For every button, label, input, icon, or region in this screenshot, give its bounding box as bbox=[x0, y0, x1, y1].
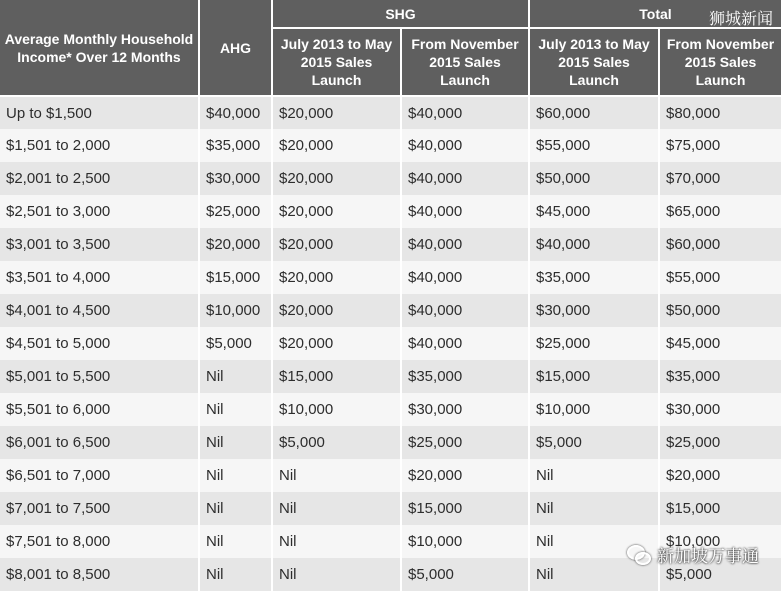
watermark-bottom bbox=[627, 542, 759, 567]
shg-july-cell: Nil bbox=[272, 525, 401, 558]
total-july-cell: Nil bbox=[529, 525, 659, 558]
total-november-cell: $20,000 bbox=[659, 459, 781, 492]
table-row bbox=[0, 129, 781, 162]
table-header bbox=[0, 0, 781, 96]
total-november-cell: $30,000 bbox=[659, 393, 781, 426]
shg-november-cell: $15,000 bbox=[401, 492, 529, 525]
total-november-cell: $45,000 bbox=[659, 327, 781, 360]
total-november-cell: $25,000 bbox=[659, 426, 781, 459]
ahg-cell: Nil bbox=[199, 393, 272, 426]
shg-july-cell: $20,000 bbox=[272, 129, 401, 162]
total-july-cell: $55,000 bbox=[529, 129, 659, 162]
income-cell: Up to $1,500 bbox=[0, 96, 199, 129]
total-november-cell: $80,000 bbox=[659, 96, 781, 129]
income-cell: $6,501 to 7,000 bbox=[0, 459, 199, 492]
ahg-cell: Nil bbox=[199, 360, 272, 393]
table-row bbox=[0, 327, 781, 360]
ahg-cell: Nil bbox=[199, 459, 272, 492]
shg-november-cell: $40,000 bbox=[401, 162, 529, 195]
total-november-cell: $65,000 bbox=[659, 195, 781, 228]
total-november-cell: $75,000 bbox=[659, 129, 781, 162]
table-row bbox=[0, 393, 781, 426]
total-july-cell: $25,000 bbox=[529, 327, 659, 360]
total-november-cell: $15,000 bbox=[659, 492, 781, 525]
table-row bbox=[0, 360, 781, 393]
total-november-cell: $55,000 bbox=[659, 261, 781, 294]
total-november-cell: $50,000 bbox=[659, 294, 781, 327]
shg-july-cell: $10,000 bbox=[272, 393, 401, 426]
income-cell: $3,001 to 3,500 bbox=[0, 228, 199, 261]
ahg-cell: $30,000 bbox=[199, 162, 272, 195]
shg-november-cell: $40,000 bbox=[401, 294, 529, 327]
ahg-cell: $10,000 bbox=[199, 294, 272, 327]
ahg-cell: $25,000 bbox=[199, 195, 272, 228]
table-row bbox=[0, 162, 781, 195]
shg-july-cell: $20,000 bbox=[272, 162, 401, 195]
table-row bbox=[0, 294, 781, 327]
total-november-cell: $5,000 bbox=[659, 558, 781, 591]
ahg-cell: $35,000 bbox=[199, 129, 272, 162]
income-cell: $5,001 to 5,500 bbox=[0, 360, 199, 393]
income-cell: $7,001 to 7,500 bbox=[0, 492, 199, 525]
total-july-cell: $60,000 bbox=[529, 96, 659, 129]
ahg-cell: Nil bbox=[199, 525, 272, 558]
table-row bbox=[0, 195, 781, 228]
income-cell: $2,001 to 2,500 bbox=[0, 162, 199, 195]
income-cell: $5,501 to 6,000 bbox=[0, 393, 199, 426]
income-cell: $4,001 to 4,500 bbox=[0, 294, 199, 327]
shg-november-cell: $5,000 bbox=[401, 558, 529, 591]
ahg-cell: Nil bbox=[199, 492, 272, 525]
total-november-cell: $35,000 bbox=[659, 360, 781, 393]
shg-november-header: From November 2015 Sales Launch bbox=[401, 28, 529, 96]
table-row bbox=[0, 228, 781, 261]
shg-july-cell: Nil bbox=[272, 558, 401, 591]
income-cell: $3,501 to 4,000 bbox=[0, 261, 199, 294]
shg-november-cell: $40,000 bbox=[401, 129, 529, 162]
total-july-cell: $15,000 bbox=[529, 360, 659, 393]
wechat-icon bbox=[627, 545, 651, 565]
total-july-cell: Nil bbox=[529, 492, 659, 525]
table-body bbox=[0, 96, 781, 591]
income-cell: $4,501 to 5,000 bbox=[0, 327, 199, 360]
shg-november-cell: $40,000 bbox=[401, 327, 529, 360]
ahg-cell: Nil bbox=[199, 558, 272, 591]
total-november-cell: $70,000 bbox=[659, 162, 781, 195]
shg-july-header: July 2013 to May 2015 Sales Launch bbox=[272, 28, 401, 96]
income-cell: $8,001 to 8,500 bbox=[0, 558, 199, 591]
total-july-cell: $50,000 bbox=[529, 162, 659, 195]
shg-november-cell: $40,000 bbox=[401, 195, 529, 228]
income-cell: $6,001 to 6,500 bbox=[0, 426, 199, 459]
shg-july-cell: $20,000 bbox=[272, 261, 401, 294]
total-july-cell: $35,000 bbox=[529, 261, 659, 294]
income-cell: $1,501 to 2,000 bbox=[0, 129, 199, 162]
total-november-header: From November 2015 Sales Launch bbox=[659, 28, 781, 96]
ahg-cell: $5,000 bbox=[199, 327, 272, 360]
total-november-cell: $60,000 bbox=[659, 228, 781, 261]
shg-november-cell: $10,000 bbox=[401, 525, 529, 558]
watermark-top: 狮城新闻 bbox=[708, 9, 773, 28]
shg-november-cell: $40,000 bbox=[401, 96, 529, 129]
total-july-cell: Nil bbox=[529, 558, 659, 591]
income-cell: $2,501 to 3,000 bbox=[0, 195, 199, 228]
table-row bbox=[0, 96, 781, 129]
shg-july-cell: Nil bbox=[272, 492, 401, 525]
shg-july-cell: $5,000 bbox=[272, 426, 401, 459]
total-july-cell: $5,000 bbox=[529, 426, 659, 459]
ahg-column-header: AHG bbox=[199, 0, 272, 96]
table-row bbox=[0, 459, 781, 492]
total-july-cell: $45,000 bbox=[529, 195, 659, 228]
shg-july-cell: $20,000 bbox=[272, 294, 401, 327]
table-row bbox=[0, 426, 781, 459]
total-group-header: Total bbox=[529, 0, 781, 28]
income-cell: $7,501 to 8,000 bbox=[0, 525, 199, 558]
shg-july-cell: $20,000 bbox=[272, 327, 401, 360]
shg-july-cell: $20,000 bbox=[272, 228, 401, 261]
total-july-cell: $40,000 bbox=[529, 228, 659, 261]
shg-november-cell: $40,000 bbox=[401, 261, 529, 294]
table-row bbox=[0, 492, 781, 525]
shg-july-cell: $20,000 bbox=[272, 195, 401, 228]
ahg-cell: $15,000 bbox=[199, 261, 272, 294]
shg-group-header: SHG bbox=[272, 0, 529, 28]
shg-november-cell: $30,000 bbox=[401, 393, 529, 426]
ahg-cell: Nil bbox=[199, 426, 272, 459]
watermark-bottom-label: 新加坡万事通 bbox=[657, 547, 759, 567]
shg-november-cell: $40,000 bbox=[401, 228, 529, 261]
total-july-cell: $10,000 bbox=[529, 393, 659, 426]
shg-november-cell: $35,000 bbox=[401, 360, 529, 393]
total-july-cell: $30,000 bbox=[529, 294, 659, 327]
total-july-cell: Nil bbox=[529, 459, 659, 492]
shg-november-cell: $25,000 bbox=[401, 426, 529, 459]
shg-july-cell: Nil bbox=[272, 459, 401, 492]
shg-july-cell: $20,000 bbox=[272, 96, 401, 129]
ahg-cell: $20,000 bbox=[199, 228, 272, 261]
total-november-cell: $10,000 bbox=[659, 525, 781, 558]
shg-november-cell: $20,000 bbox=[401, 459, 529, 492]
table-row bbox=[0, 261, 781, 294]
total-july-header: July 2013 to May 2015 Sales Launch bbox=[529, 28, 659, 96]
shg-july-cell: $15,000 bbox=[272, 360, 401, 393]
ahg-cell: $40,000 bbox=[199, 96, 272, 129]
income-column-header: Average Monthly Household Income* Over 12 Months bbox=[0, 0, 199, 96]
